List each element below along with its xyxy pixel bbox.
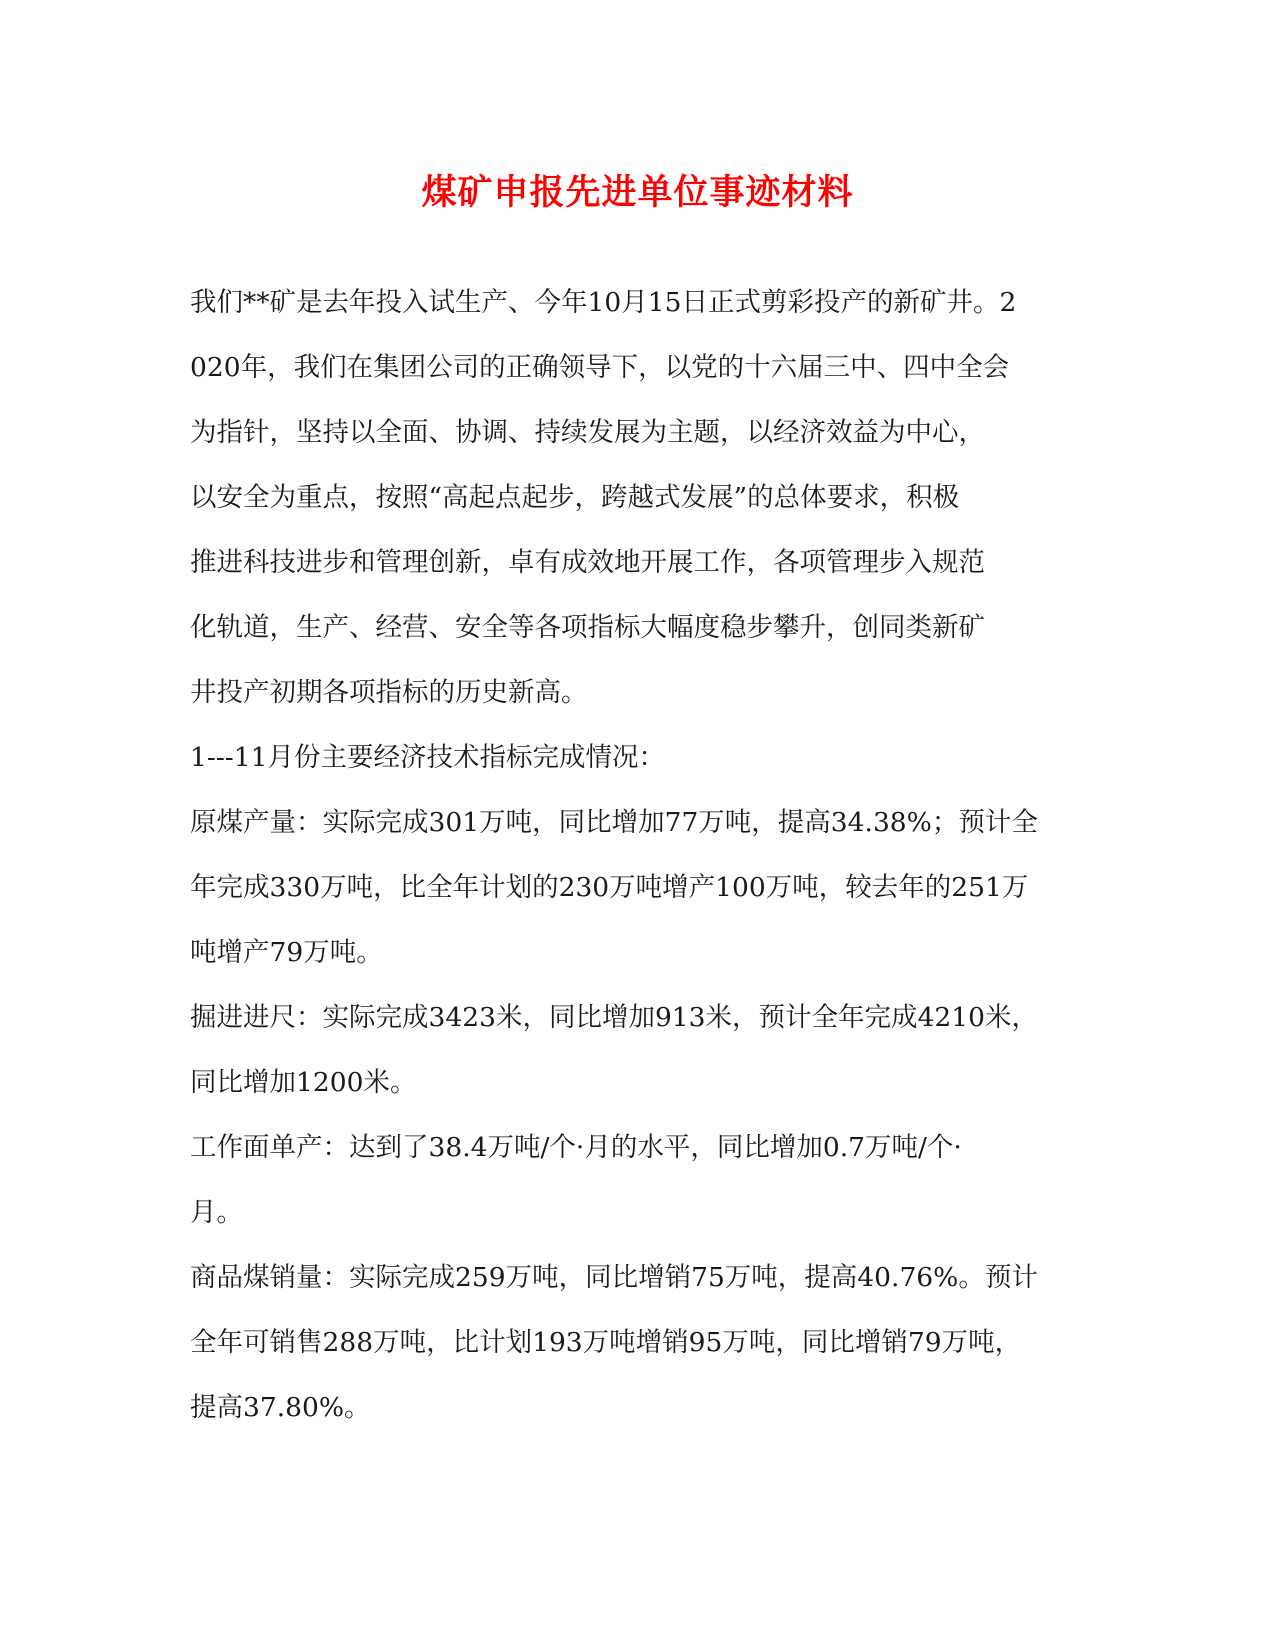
body-line: 以安全为重点，按照“高起点起步，跨越式发展”的总体要求，积极 xyxy=(190,482,960,513)
body-line: 掘进进尺：实际完成3423米，同比增加913米，预计全年完成4210米， xyxy=(190,1002,1038,1033)
body-line: 我们**矿是去年投入试生产、今年10月15日正式剪彩投产的新矿井。2 xyxy=(190,287,1017,318)
section-heading: 1---11月份主要经济技术指标完成情况： xyxy=(190,742,665,773)
body-line: 月。 xyxy=(190,1197,243,1228)
document-title: 煤矿申报先进单位事迹材料 xyxy=(421,172,854,213)
body-line: 推进科技进步和管理创新，卓有成效地开展工作，各项管理步入规范 xyxy=(190,547,985,578)
body-line: 同比增加1200米。 xyxy=(190,1067,417,1098)
body-line: 020年，我们在集团公司的正确领导下，以党的十六届三中、四中全会 xyxy=(190,352,1010,383)
body-line: 为指针，坚持以全面、协调、持续发展为主题，以经济效益为中心， xyxy=(190,417,985,448)
document-body xyxy=(190,270,1080,1440)
body-line: 工作面单产：达到了38.4万吨/个·月的水平，同比增加0.7万吨/个· xyxy=(190,1132,962,1163)
body-line: 化轨道，生产、经营、安全等各项指标大幅度稳步攀升，创同类新矿 xyxy=(190,612,985,643)
body-line: 井投产初期各项指标的历史新高。 xyxy=(190,677,588,708)
body-line: 吨增产79万吨。 xyxy=(190,937,383,968)
body-line: 原煤产量：实际完成301万吨，同比增加77万吨，提高34.38%；预计全 xyxy=(190,807,1038,838)
body-line: 年完成330万吨，比全年计划的230万吨增产100万吨，较去年的251万 xyxy=(190,872,1029,903)
body-line: 商品煤销量：实际完成259万吨，同比增销75万吨，提高40.76%。预计 xyxy=(190,1262,1038,1293)
body-line: 提高37.80%。 xyxy=(190,1392,371,1423)
body-line: 全年可销售288万吨，比计划193万吨增销95万吨，同比增销79万吨， xyxy=(190,1327,1022,1358)
